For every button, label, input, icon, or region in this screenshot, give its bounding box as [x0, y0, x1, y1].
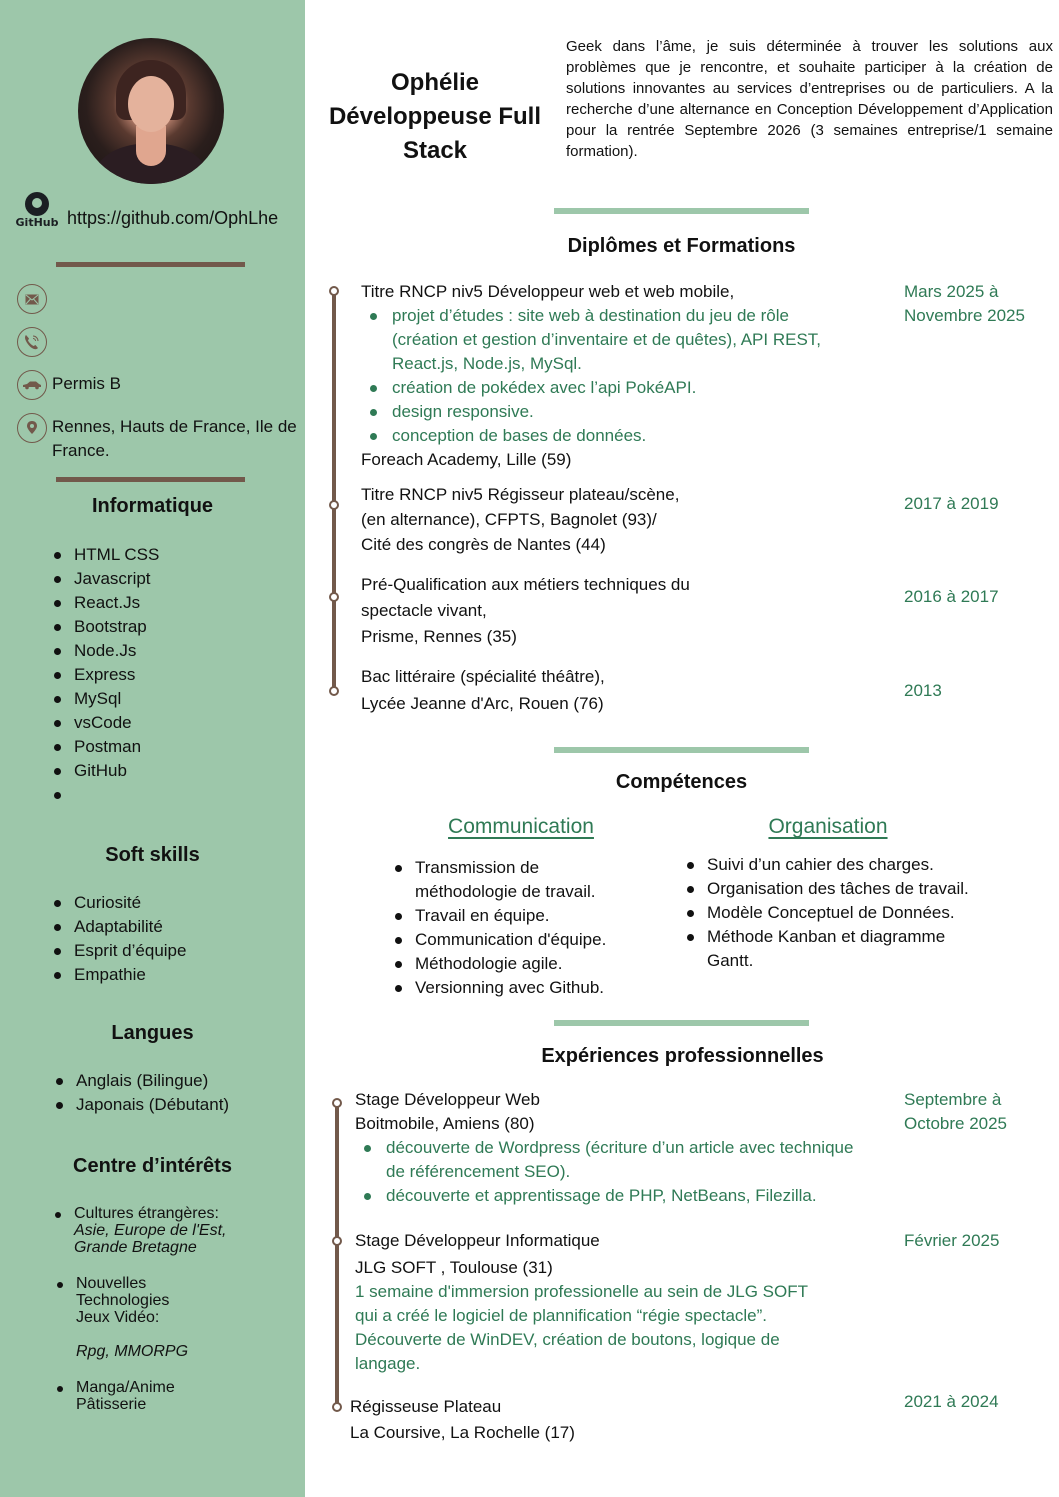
- timeline-dot: [329, 500, 339, 510]
- timeline-dot: [332, 1236, 342, 1246]
- list-item: Méthodologie agile.: [395, 952, 645, 976]
- list-item: design responsive.: [361, 400, 841, 424]
- experience-entry: Stage Développeur Web Boitmobile, Amiens (80) découverte de Wordpress (écriture d’un article avec technique de référencement SEO). découverte et apprentissage de PHP, NetBeans, Filezilla.: [355, 1088, 865, 1208]
- formation-entry: Titre RNCP niv5 Développeur web et web mobile, projet d’études : site web à destination du jeu de rôle (création et gestion d’inventaire et de quêtes), API REST, React.js, Node.js, MySql. création de pokédex avec l’api PokéAPI. design responsive. conception de bases de données. Foreach Academy, Lille (59): [361, 280, 841, 472]
- list-item: Empathie: [52, 963, 186, 987]
- name-title: Ophélie Développeuse Full Stack: [328, 69, 542, 164]
- timeline-line: [335, 1104, 339, 1408]
- section-title-soft-skills: Soft skills: [105, 844, 200, 866]
- list-item: HTML CSS: [52, 543, 159, 567]
- list-item: Versionning avec Github.: [395, 976, 645, 1000]
- formation-entry: Pré-Qualification aux métiers techniques du spectacle vivant, Prisme, Rennes (35): [361, 575, 690, 646]
- sidebar: [0, 0, 305, 1497]
- list-item: Anglais (Bilingue): [54, 1069, 229, 1093]
- section-title-formations: Diplômes et Formations: [567, 235, 796, 257]
- timeline-dot: [329, 286, 339, 296]
- location-pin-icon: [17, 413, 47, 443]
- list-item: Travail en équipe.: [395, 904, 645, 928]
- section-title-interets: Centre d’intérêts: [73, 1155, 232, 1177]
- formation-entry: Bac littéraire (spécialité théâtre), Lycée Jeanne d'Arc, Rouen (76): [361, 667, 605, 713]
- location-text: Rennes, Hauts de France, Ile de France.: [52, 417, 297, 460]
- list-item: Méthode Kanban et diagramme Gantt.: [687, 925, 987, 973]
- experience-bullets: [355, 1136, 865, 1208]
- list-item: Esprit d’équipe: [52, 939, 186, 963]
- list-item: création de pokédex avec l’api PokéAPI.: [361, 376, 841, 400]
- list-item: conception de bases de données.: [361, 424, 841, 448]
- interest-item: Nouvelles Technologies Jeux Vidéo: Rpg, MMORPG: [54, 1275, 294, 1360]
- experience-date: 2021 à 2024: [904, 1392, 999, 1411]
- formation-date: 2016 à 2017: [904, 587, 999, 606]
- section-title-informatique: Informatique: [91, 495, 214, 517]
- soft-skills-list: [52, 891, 186, 987]
- list-item: vsCode: [52, 711, 159, 735]
- list-item: Modèle Conceptuel de Données.: [687, 901, 987, 925]
- experience-date: Septembre à Octobre 2025: [904, 1090, 1008, 1133]
- timeline-dot: [332, 1402, 342, 1412]
- intro-paragraph: Geek dans l’âme, je suis déterminée à trouver les solutions aux problèmes que je rencontre, et souhaite participer à la création de solutions innovantes au services d’entreprises ou de particuliers. A la recherche d’une alternance en Conception Développement d’Application pour la rentrée Septembre 2026 (3 semaines entreprise/1 semaine formation).: [566, 38, 1053, 160]
- informatique-list: [52, 543, 159, 807]
- list-item: GitHub: [52, 759, 159, 783]
- list-item: Adaptabilité: [52, 915, 186, 939]
- profile-photo: [78, 38, 224, 184]
- list-item: Bootstrap: [52, 615, 159, 639]
- list-item: Postman: [52, 735, 159, 759]
- communication-list: [395, 856, 645, 1000]
- timeline-dot: [329, 592, 339, 602]
- experience-entry: Régisseuse Plateau La Coursive, La Rochelle (17): [350, 1397, 575, 1442]
- list-item: Curiosité: [52, 891, 186, 915]
- formation-bullets: [361, 304, 841, 448]
- list-item: React.Js: [52, 591, 159, 615]
- section-divider: [554, 1020, 809, 1026]
- section-title-competences: Compétences: [615, 771, 748, 793]
- list-item: Communication d'équipe.: [395, 928, 645, 952]
- timeline-dot: [332, 1098, 342, 1108]
- divider: [56, 262, 245, 267]
- section-divider: [554, 208, 809, 214]
- formation-date: 2017 à 2019: [904, 494, 999, 513]
- formation-entry: Titre RNCP niv5 Régisseur plateau/scène, (en alternance), CFPTS, Bagnolet (93)/ Cité des congrès de Nantes (44): [361, 485, 680, 554]
- experience-date: Février 2025: [904, 1231, 1000, 1250]
- list-item: Express: [52, 663, 159, 687]
- list-item: Japonais (Débutant): [54, 1093, 229, 1117]
- section-divider: [554, 747, 809, 753]
- list-item: découverte de Wordpress (écriture d’un article avec technique de référencement SEO).: [355, 1136, 865, 1184]
- langues-list: [54, 1069, 229, 1117]
- formation-date: Mars 2025 à Novembre 2025: [904, 282, 1025, 325]
- car-icon: [17, 370, 47, 400]
- driving-license-text: Permis B: [52, 374, 121, 393]
- list-item: Node.Js: [52, 639, 159, 663]
- phone-icon: [17, 327, 47, 357]
- timeline-line: [332, 292, 336, 692]
- divider: [56, 477, 245, 482]
- list-item: [52, 783, 159, 807]
- interest-item: Manga/Anime Pâtisserie: [54, 1379, 294, 1413]
- section-title-langues: Langues: [111, 1022, 194, 1044]
- list-item: Transmission de méthodologie de travail.: [395, 856, 645, 904]
- formation-date: 2013: [904, 681, 942, 700]
- github-link[interactable]: https://github.com/OphLhe: [67, 208, 279, 228]
- organisation-heading: Organisation: [768, 815, 888, 838]
- organisation-list: [687, 853, 987, 973]
- list-item: Organisation des tâches de travail.: [687, 877, 987, 901]
- section-title-experiences: Expériences professionnelles: [541, 1045, 824, 1067]
- communication-heading: Communication: [448, 815, 594, 838]
- interest-item: Cultures étrangères: Asie, Europe de l'Est, Grande Bretagne: [52, 1205, 292, 1256]
- timeline-dot: [329, 686, 339, 696]
- mail-icon: [17, 284, 47, 314]
- experience-entry: Stage Développeur Informatique JLG SOFT , Toulouse (31) 1 semaine d'immersion professionelle au sein de JLG SOFT qui a créé le logiciel de plannification “régie spectacle”. Découverte de WinDEV, création de boutons, logique de langage.: [355, 1231, 808, 1373]
- list-item: Suivi d’un cahier des charges.: [687, 853, 987, 877]
- list-item: Javascript: [52, 567, 159, 591]
- github-icon: GitHub: [14, 192, 60, 232]
- list-item: MySql: [52, 687, 159, 711]
- list-item: projet d’études : site web à destination du jeu de rôle (création et gestion d’inventaire et de quêtes), API REST, React.js, Node.js, MySql.: [361, 304, 841, 376]
- list-item: découverte et apprentissage de PHP, NetBeans, Filezilla.: [355, 1184, 865, 1208]
